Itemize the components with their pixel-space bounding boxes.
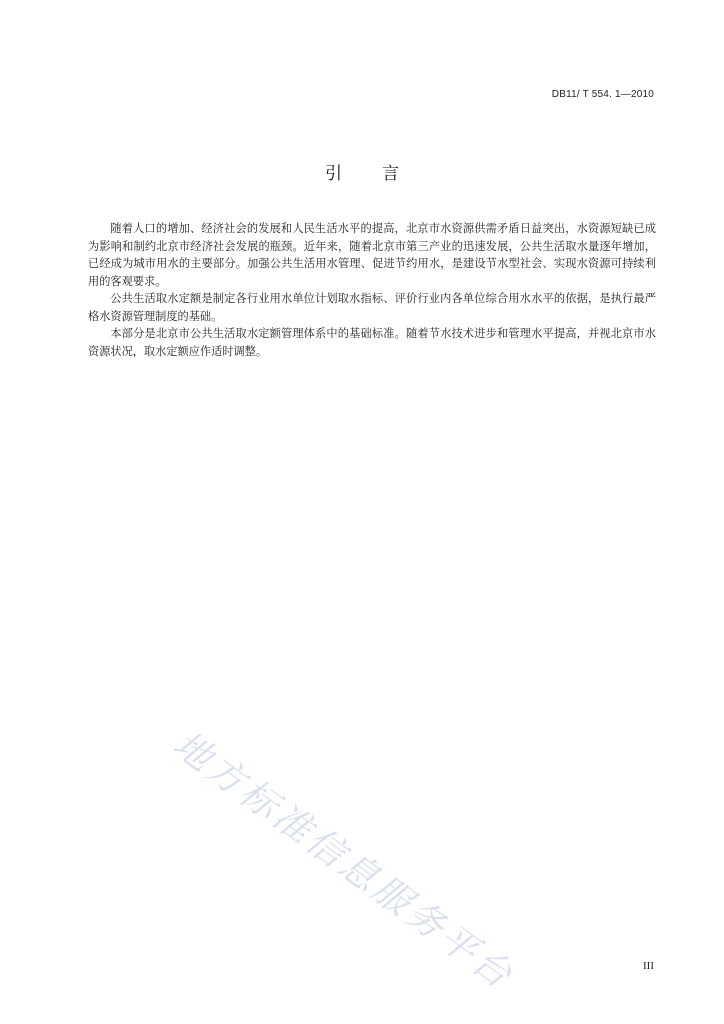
- paragraph-2: 公共生活取水定额是制定各行业用水单位计划取水指标、评价行业内各单位综合用水水平的依据，是执行最严格水资源管理制度的基础。: [88, 292, 656, 323]
- page-title: [0, 159, 724, 184]
- title-char-1: 引: [325, 164, 342, 184]
- paragraph-3: 本部分是北京市公共生活取水定额管理体系中的基础标准。随着节水技术进步和管理水平提高，并视北京市水资源状况，取水定额应作适时调整。: [88, 327, 656, 358]
- standard-code: DB11/ T 554. 1—2010: [551, 89, 654, 100]
- watermark: 地方标准信息服务平台: [165, 722, 523, 999]
- introduction-body: [88, 220, 656, 360]
- paragraph-1: 随着人口的增加、经济社会的发展和人民生活水平的提高，北京市水资源供需矛盾日益突出，水资源短缺已成为影响和制约北京市经济社会发展的瓶颈。近年来，随着北京市第三产业的迅速发展，公共生活取水量逐年增加，已经成为城市用水的主要部分。加强公共生活用水管理、促进节约用水，是建设节水型社会、实现水资源可持续利用的客观要求。: [88, 222, 656, 288]
- title-char-2: 言: [382, 164, 399, 184]
- page-number: III: [643, 960, 654, 972]
